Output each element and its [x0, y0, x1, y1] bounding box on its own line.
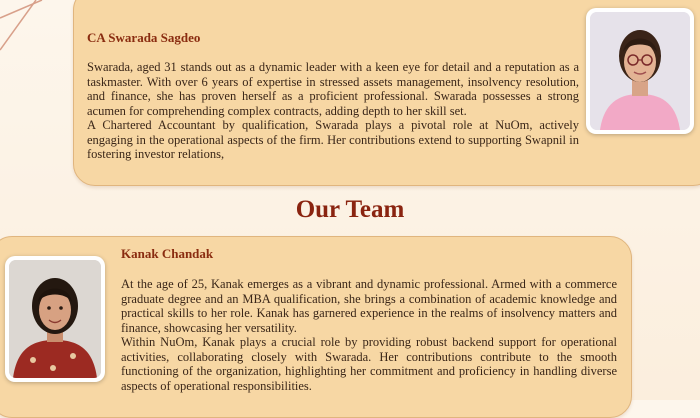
bio-paragraph: A Chartered Accountant by qualification, Swarada plays a pivotal role at NuOm, actively engaging in the operational aspects of the firm. Her contributions extend to supporting Swapnil in fostering investor relations,: [87, 118, 579, 161]
portrait-image: [590, 12, 690, 130]
member-photo-kanak: [5, 256, 105, 382]
member-bio: [121, 277, 617, 393]
member-name: CA Swarada Sagdeo: [87, 30, 201, 45]
bio-paragraph: At the age of 25, Kanak emerges as a vibrant and dynamic professional. Armed with a commerce graduate degree and an MBA qualification, she brings a combination of academic knowledge and practical skills to her role. Kanak has garnered experience in the realms of insolvency matters and finance, showcasing her versatility.: [121, 277, 617, 335]
decorative-lines: [0, 0, 80, 60]
section-title: Our Team: [295, 196, 405, 223]
portrait-image: [9, 260, 101, 378]
bio-paragraph: Swarada, aged 31 stands out as a dynamic leader with a keen eye for detail and a reputation as a taskmaster. With over 6 years of expertise in stressed assets management, insolvency resolution, and finance, she has proven herself as a proficient professional. Swarada possesses a strong acumen for comprehending complex contracts, adding depth to her skill set.: [87, 60, 579, 118]
member-photo-swarada: [586, 8, 694, 134]
bio-paragraph: Within NuOm, Kanak plays a crucial role by providing robust backend support for operational activities, collaborating closely with Swarada. Her contributions contribute to the smooth functioning of the organization, highlighting her commitment and proficiency in handling diverse aspects of operational responsibilities.: [121, 335, 617, 393]
member-name: Kanak Chandak: [121, 246, 214, 261]
member-bio: [87, 60, 579, 162]
